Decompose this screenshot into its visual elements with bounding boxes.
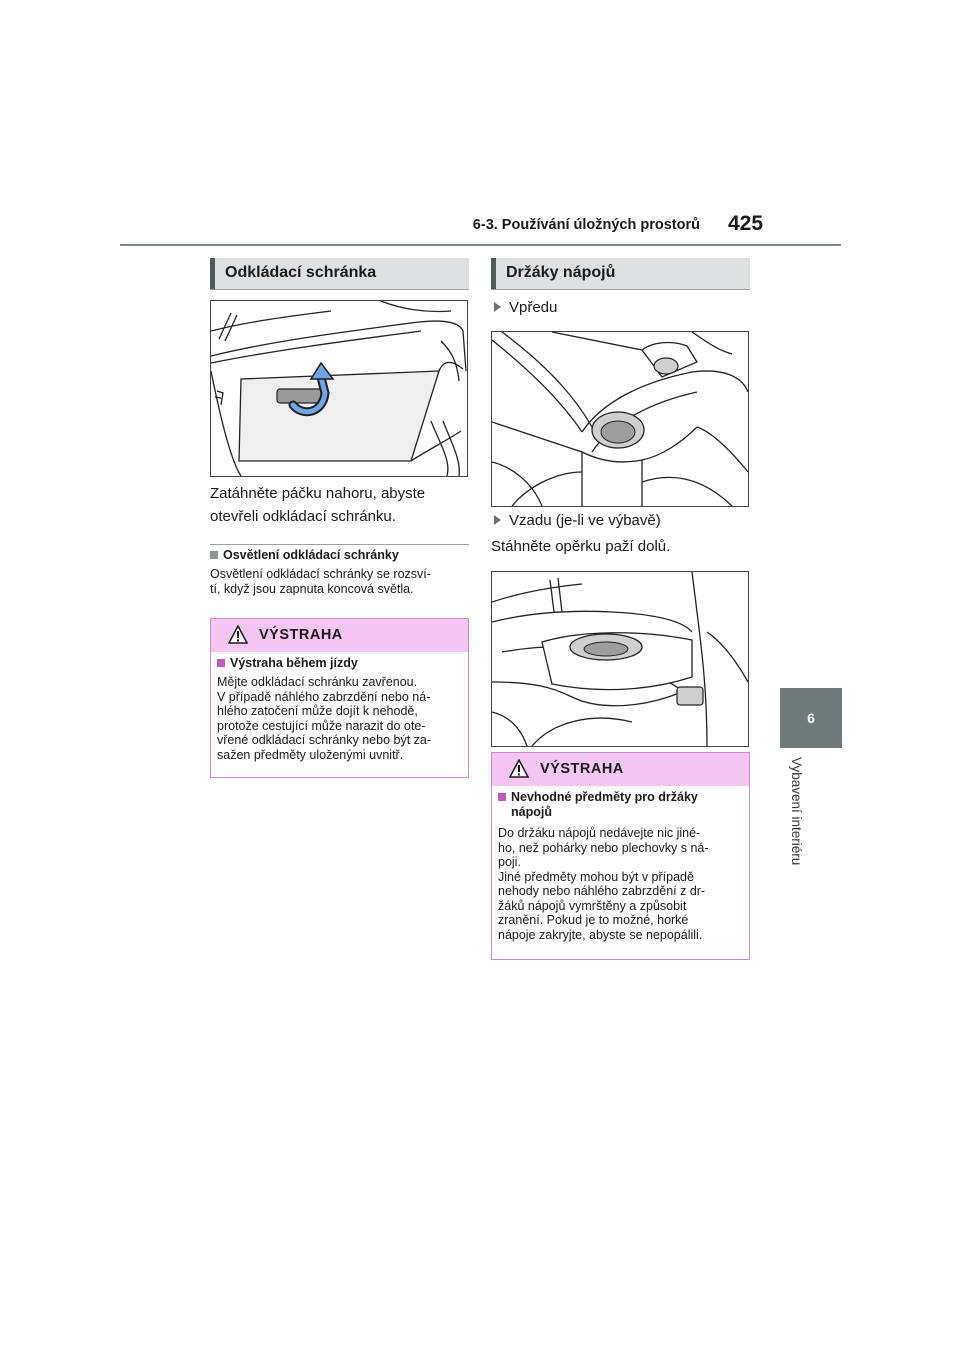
rear-instruction: Stáhněte opěrku paží dolů. [491,538,671,555]
glovebox-illustration [210,300,468,477]
text-line: tí, když jsou zapnuta koncová světla. [210,582,414,596]
chapter-number: 6 [807,710,815,726]
heading-rule [491,289,750,290]
text-line: ho, než pohárky nebo plechovky s ná- [498,840,709,855]
heading-rule [210,289,469,290]
warning-sub-heading [217,656,467,671]
text-line: hlého zatočení může dojít k nehodě, [217,704,418,718]
front-cupholder-drawing [492,332,748,506]
sub-heading-text: Osvětlení odkládací schránky [223,548,399,562]
text-line: sažen předměty uloženými uvnitř. [217,747,404,762]
rear-cup-well-inner [584,642,628,656]
chapter-title-text: Vybavení interiéru [789,757,804,866]
triangle-bullet-icon [494,515,501,525]
glovebox-light-heading [210,548,480,562]
header-rule [120,244,841,246]
warning-header [492,753,749,786]
front-label-text: Vpředu [509,299,558,316]
caption-line: Zatáhněte páčku nahoru, abyste [210,485,426,502]
front-cupholder-illustration [491,331,749,507]
square-bullet-icon [498,793,506,801]
section-title: 6-3. Používání úložných prostorů [472,217,700,233]
glovebox-lever [277,389,323,403]
warning-box-glovebox [210,618,469,778]
glovebox-caption [210,482,480,528]
warning-sub-heading [498,790,748,820]
cup-well-2 [654,358,678,374]
square-bullet-icon [217,659,225,667]
square-bullet-icon [210,551,218,559]
text-line: Osvětlení odkládací schránky se rozsví- [210,567,431,581]
warning-sub-text: Výstraha během jízdy [230,656,358,670]
text-line: poji. [498,855,521,869]
text-line: zranění. Pokud je to možné, horké [498,913,689,927]
warning-sub-text: nápojů [511,805,552,819]
warning-title: VÝSTRAHA [259,627,343,643]
rear-switch [677,687,703,705]
glovebox-drawing [211,301,467,476]
text-line: nehody nebo náhlého zabrzdění z dr- [498,884,706,898]
text-line: vřené odkládací schránky nebo být za- [217,733,432,747]
cup-well-1-inner [601,421,635,443]
warning-text [498,826,748,942]
text-line: Jiné předměty mohou být v případě [498,869,694,884]
glovebox-heading: Odkládací schránka [210,258,469,289]
glovebox-light-text [210,567,480,597]
warning-sub-text: Nevhodné předměty pro držáky [511,790,698,804]
caption-line: otevřeli odkládací schránku. [210,508,396,525]
warning-title: VÝSTRAHA [540,761,624,777]
text-line: Do držáku nápojů nedávejte nic jiné- [498,826,701,840]
chapter-title [789,757,820,897]
warning-triangle-icon [509,759,529,779]
warning-text [217,675,467,762]
text-line: nápoje zakryjte, abyste se nepopálili. [498,927,703,942]
warning-box-cupholder [491,752,750,960]
cupholder-heading: Držáky nápojů [491,258,750,289]
rear-label-text: Vzadu (je-li ve výbavě) [509,512,661,529]
warning-header [211,619,468,652]
rear-label [494,509,744,532]
rear-cupholder-drawing [492,572,748,746]
triangle-bullet-icon [494,302,501,312]
page-number: 425 [728,212,764,235]
warning-triangle-icon [228,625,248,645]
text-line: Mějte odkládací schránku zavřenou. [217,675,418,689]
text-line: V případě náhlého zabrzdění nebo ná- [217,689,431,704]
text-line: protože cestující může narazit do ote- [217,718,426,733]
rear-cupholder-illustration [491,571,749,747]
front-label [494,296,744,319]
text-line: žáků nápojů vymrštěny a způsobit [498,898,687,913]
sub-rule [210,544,469,545]
